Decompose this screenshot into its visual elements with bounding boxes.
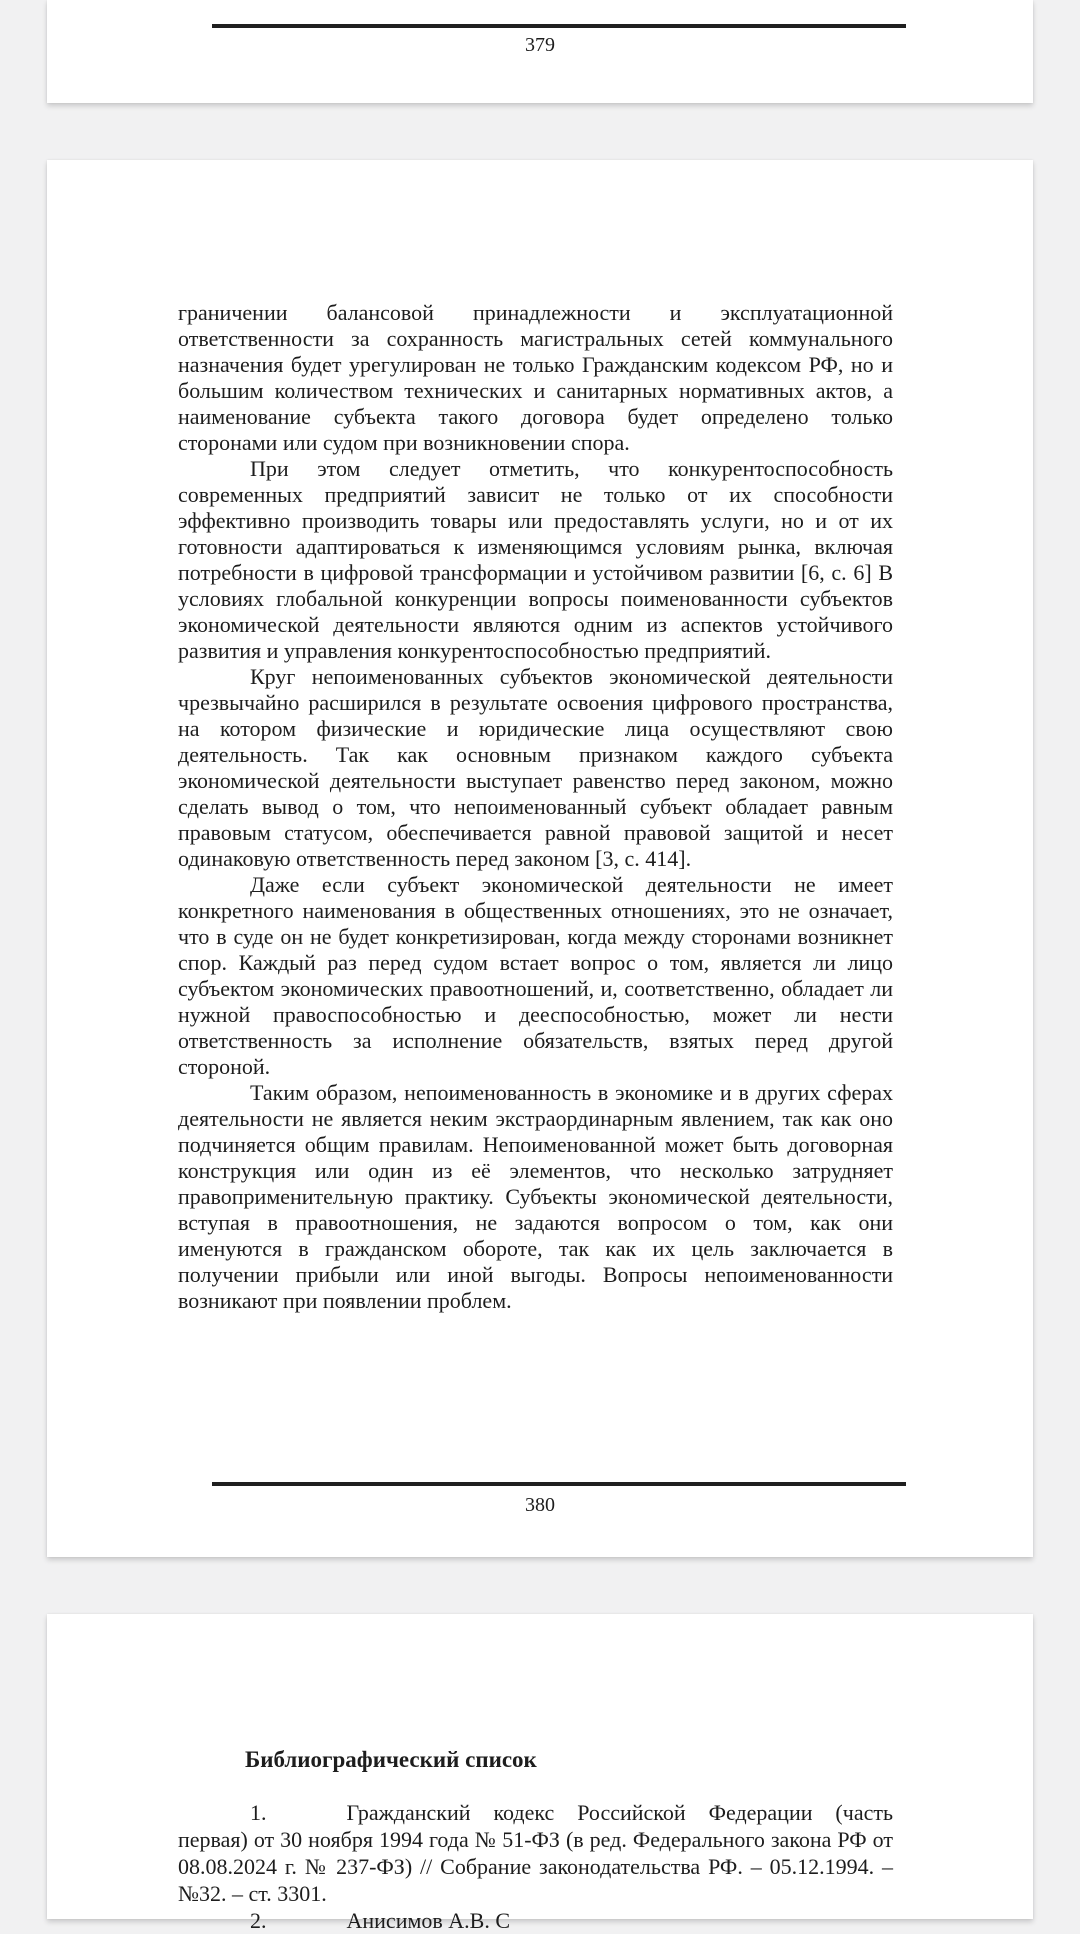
page-gap (0, 1557, 1080, 1614)
page-379-bottom (47, 0, 1033, 103)
bibliography-section (178, 1614, 893, 1934)
page-number: 380 (525, 1494, 555, 1516)
reference-text: Гражданский кодекс Российской Федерации (часть первая) от 30 ноября 1994 года № 51-ФЗ (в ред. Федерального закона РФ от 08.08.2024 г. № 237-ФЗ) // Собрание законодательства РФ. – 05.12.1994. – №32. – ст. 3301. (178, 1800, 893, 1906)
paragraph: граничении балансовой принадлежности и эксплуатационной ответственности за сохранность магистральных сетей коммунального назначения будет урегулирован не только Гражданским кодексом РФ, но и большим количеством технических и санитарных нормативных актов, а наименование субъекта такого договора будет определено только сторонами или судом при возникновении спора. (178, 300, 893, 455)
footer-rule (212, 24, 906, 28)
reference-item (178, 1907, 893, 1934)
page-380 (47, 160, 1033, 1557)
page-381-top (47, 1614, 1033, 1933)
page-number: 379 (525, 34, 555, 56)
body-text (178, 160, 893, 1314)
reference-text: Анисимов А.В. С (346, 1908, 511, 1933)
bibliography-heading: Библиографический список (245, 1747, 537, 1772)
paragraph: Круг непоименованных субъектов экономической деятельности чрезвычайно расширился в результате освоения цифрового пространства, на котором физические и юридические лица осуществляют свою деятельность. Так как основным признаком каждого субъекта экономической деятельности выступает равенство перед законом, можно сделать вывод о том, что непоименованный субъект обладает равным правовым статусом, обеспечивается равной правовой защитой и несет одинаковую ответственность перед законом [3, с. 414]. (178, 664, 893, 871)
page-gap (0, 103, 1080, 160)
footer-rule (212, 1482, 906, 1486)
paragraph: Даже если субъект экономической деятельности не имеет конкретного наименования в общественных отношениях, это не означает, что в суде он не будет конкретизирован, когда между сторонами возникнет спор. Каждый раз перед судом встает вопрос о том, является ли лицо субъектом экономических правоотношений, и, соответственно, обладает ли нужной правоспособностью и дееспособностью, может ли нести ответственность за исполнение обязательств, взятых перед другой стороной. (178, 872, 893, 1079)
reference-number: 2. (250, 1908, 267, 1933)
paragraph: Таким образом, непоименованность в экономике и в других сферах деятельности не является неким экстраординарным явлением, так как оно подчиняется общим правилам. Непоименованной может быть договорная конструкция или один из её элементов, что несколько затрудняет правоприменительную практику. Субъекты экономической деятельности, вступая в правоотношения, не задаются вопросом о том, как они именуются в гражданском обороте, так как их цель заключается в получении прибыли или иной выгоды. Вопросы непоименованности возникают при появлении проблем. (178, 1080, 893, 1313)
paragraph: При этом следует отметить, что конкурентоспособность современных предприятий зависит не только от их способности эффективно производить товары или предоставлять услуги, но и от их готовности адаптироваться к изменяющимся условиям рынка, включая потребности в цифровой трансформации и устойчивом развитии [6, с. 6] В условиях глобальной конкуренции вопросы поименованности субъектов экономической деятельности являются одним из аспектов устойчивого развития и управления конкурентоспособностью предприятий. (178, 456, 893, 663)
reference-item (178, 1799, 893, 1907)
reference-number: 1. (250, 1800, 267, 1825)
